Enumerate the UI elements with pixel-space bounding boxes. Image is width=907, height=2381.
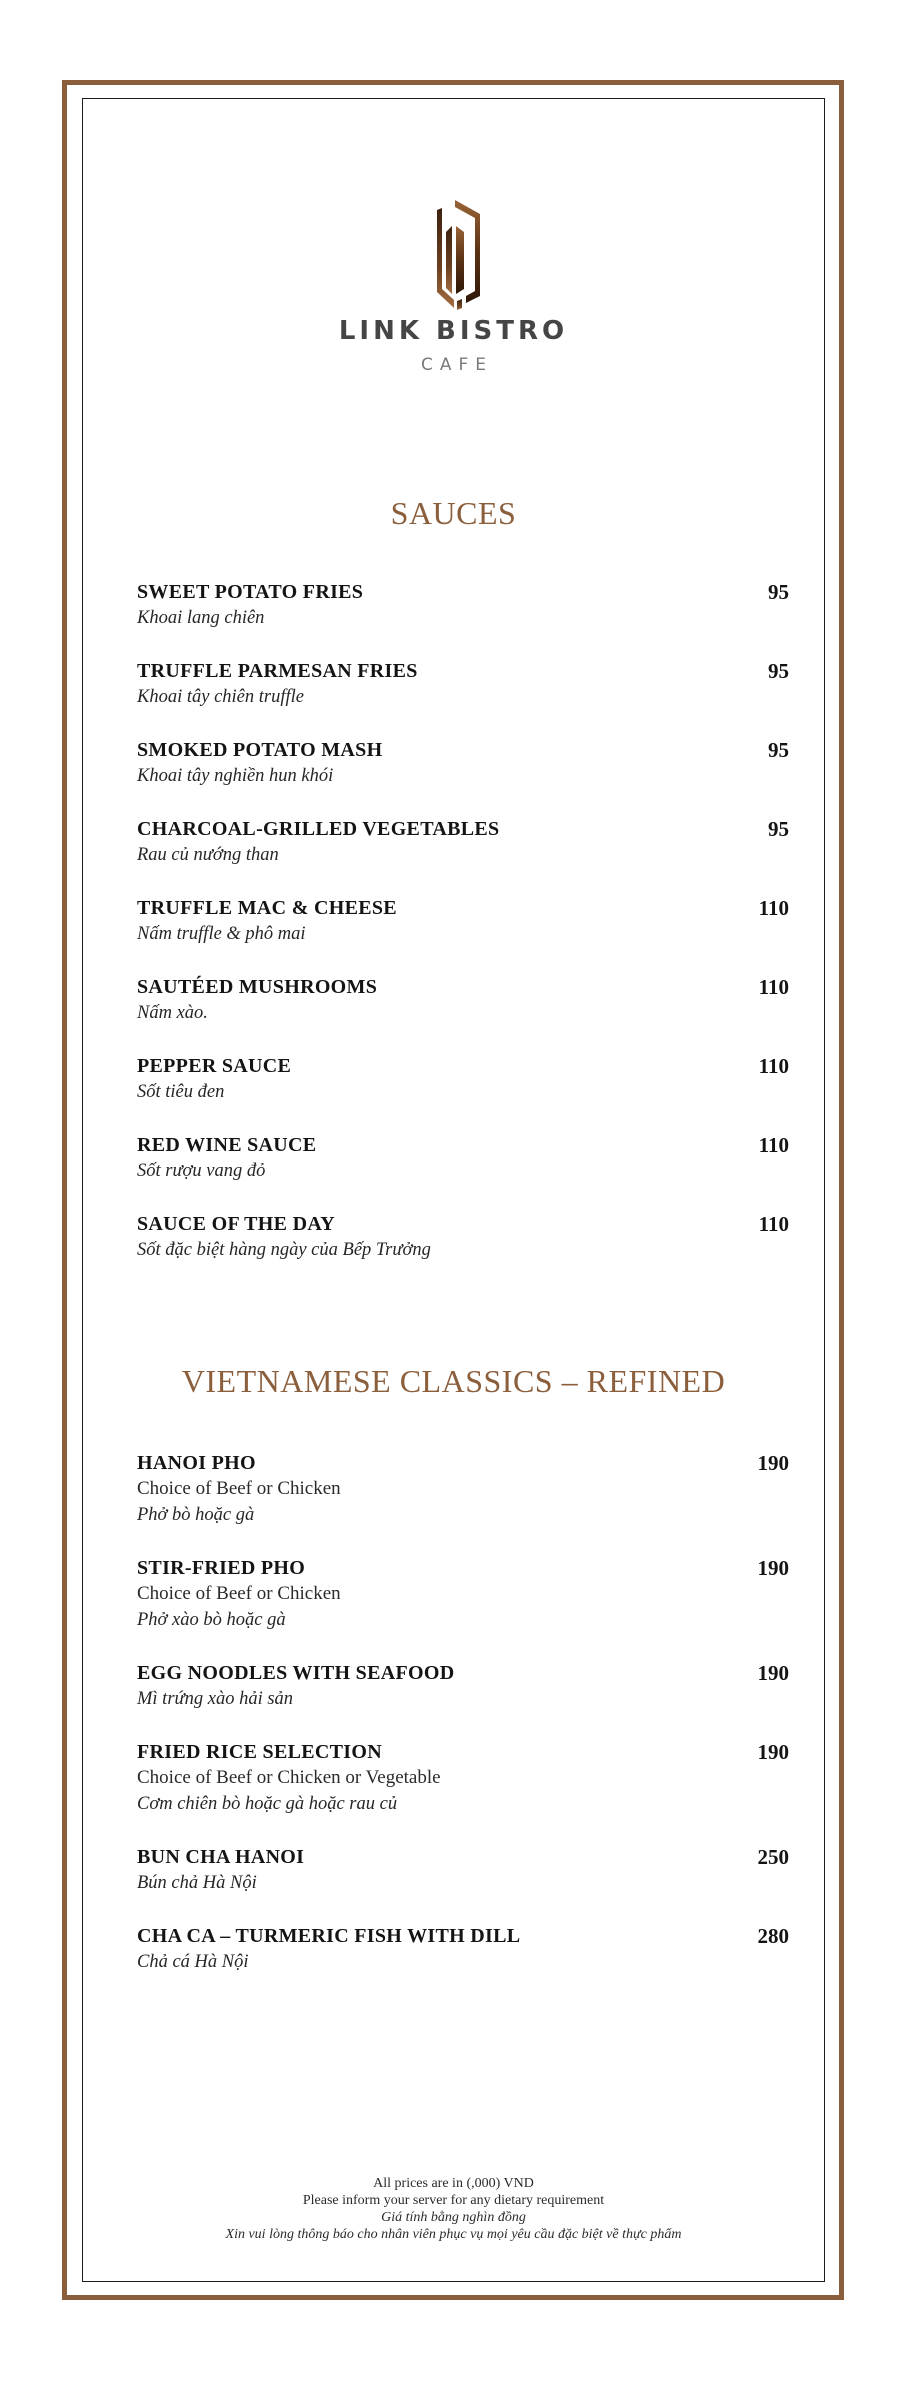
section-title-sauces: SAUCES bbox=[390, 495, 517, 531]
item-vietnamese-name: Cơm chiên bò hoặc gà hoặc rau củ bbox=[137, 1794, 398, 1814]
menu-item bbox=[137, 1923, 789, 1975]
menu-item bbox=[137, 658, 789, 710]
item-price: 95 bbox=[768, 580, 789, 604]
menu-item bbox=[137, 1053, 789, 1105]
item-name: CHA CA – TURMERIC FISH WITH DILL bbox=[137, 1925, 521, 1947]
item-name: TRUFFLE MAC & CHEESE bbox=[137, 897, 397, 919]
item-name: RED WINE SAUCE bbox=[137, 1134, 317, 1156]
menu-item bbox=[137, 974, 789, 1026]
item-price: 95 bbox=[768, 817, 789, 841]
menu-item bbox=[137, 1450, 789, 1528]
menu-item bbox=[137, 1132, 789, 1184]
brand-subtitle: CAFE bbox=[420, 355, 494, 375]
item-vietnamese-name: Phở bò hoặc gà bbox=[137, 1505, 255, 1525]
footer-prices-note: All prices are in (,000) VND bbox=[373, 2176, 534, 2191]
menu-footer bbox=[0, 2175, 907, 2243]
item-name: FRIED RICE SELECTION bbox=[137, 1741, 382, 1763]
item-description: Choice of Beef or Chicken bbox=[137, 1478, 341, 1499]
item-vietnamese-name: Nấm xào. bbox=[137, 1003, 208, 1023]
item-description: Choice of Beef or Chicken or Vegetable bbox=[137, 1767, 441, 1788]
item-price: 250 bbox=[757, 1845, 789, 1869]
menu-item bbox=[137, 816, 789, 868]
menu-item bbox=[137, 1660, 789, 1712]
item-name: BUN CHA HANOI bbox=[137, 1846, 305, 1868]
item-vietnamese-name: Phở xào bò hoặc gà bbox=[137, 1610, 286, 1630]
item-name: TRUFFLE PARMESAN FRIES bbox=[137, 660, 418, 682]
item-price: 280 bbox=[757, 1924, 789, 1948]
item-vietnamese-name: Khoai lang chiên bbox=[137, 608, 265, 628]
link-bistro-logo-icon bbox=[424, 196, 484, 312]
section-title-vietnamese-classics: VIETNAMESE CLASSICS – REFINED bbox=[181, 1363, 726, 1399]
item-vietnamese-name: Rau củ nướng than bbox=[137, 845, 279, 865]
menu-item bbox=[137, 1739, 789, 1817]
item-vietnamese-name: Nấm truffle & phô mai bbox=[137, 924, 306, 944]
footer-dietary-note: Please inform your server for any dietary requirement bbox=[302, 2193, 605, 2208]
item-vietnamese-name: Sốt đặc biệt hàng ngày của Bếp Trưởng bbox=[137, 1240, 431, 1260]
item-price: 110 bbox=[758, 896, 789, 920]
item-vietnamese-name: Bún chả Hà Nội bbox=[137, 1873, 257, 1893]
brand-name: LINK BISTRO bbox=[338, 316, 569, 346]
item-price: 190 bbox=[757, 1451, 789, 1475]
item-vietnamese-name: Sốt tiêu đen bbox=[137, 1082, 225, 1102]
item-vietnamese-name: Khoai tây nghiền hun khói bbox=[137, 766, 334, 786]
item-name: SAUCE OF THE DAY bbox=[137, 1213, 335, 1235]
item-name: STIR-FRIED PHO bbox=[137, 1557, 306, 1579]
item-name: PEPPER SAUCE bbox=[137, 1055, 292, 1077]
item-price: 95 bbox=[768, 659, 789, 683]
menu-item bbox=[137, 737, 789, 789]
item-price: 110 bbox=[758, 1054, 789, 1078]
item-name: CHARCOAL-GRILLED VEGETABLES bbox=[137, 818, 500, 840]
footer-prices-note-vi: Giá tính bằng nghìn đồng bbox=[381, 2210, 526, 2225]
item-name: SAUTÉED MUSHROOMS bbox=[137, 976, 378, 998]
item-price: 190 bbox=[757, 1661, 789, 1685]
logo bbox=[0, 196, 907, 312]
vietnamese-classics-list bbox=[137, 1450, 789, 2002]
item-name: SMOKED POTATO MASH bbox=[137, 739, 383, 761]
item-price: 95 bbox=[768, 738, 789, 762]
footer-dietary-note-vi: Xin vui lòng thông báo cho nhân viên phục vụ mọi yêu cầu đặc biệt về thực phẩm bbox=[225, 2227, 682, 2242]
menu-item bbox=[137, 1211, 789, 1263]
item-vietnamese-name: Mì trứng xào hải sản bbox=[137, 1689, 294, 1709]
item-price: 110 bbox=[758, 1212, 789, 1236]
menu-item bbox=[137, 579, 789, 631]
menu-item bbox=[137, 895, 789, 947]
item-name: HANOI PHO bbox=[137, 1452, 256, 1474]
item-price: 110 bbox=[758, 1133, 789, 1157]
item-name: EGG NOODLES WITH SEAFOOD bbox=[137, 1662, 455, 1684]
item-vietnamese-name: Chả cá Hà Nội bbox=[137, 1952, 249, 1972]
item-price: 190 bbox=[757, 1740, 789, 1764]
item-name: SWEET POTATO FRIES bbox=[137, 581, 364, 603]
sauces-list bbox=[137, 579, 789, 1290]
item-vietnamese-name: Sốt rượu vang đỏ bbox=[137, 1161, 266, 1181]
item-vietnamese-name: Khoai tây chiên truffle bbox=[137, 687, 304, 707]
item-price: 110 bbox=[758, 975, 789, 999]
menu-item bbox=[137, 1844, 789, 1896]
item-price: 190 bbox=[757, 1556, 789, 1580]
menu-item bbox=[137, 1555, 789, 1633]
item-description: Choice of Beef or Chicken bbox=[137, 1583, 341, 1604]
